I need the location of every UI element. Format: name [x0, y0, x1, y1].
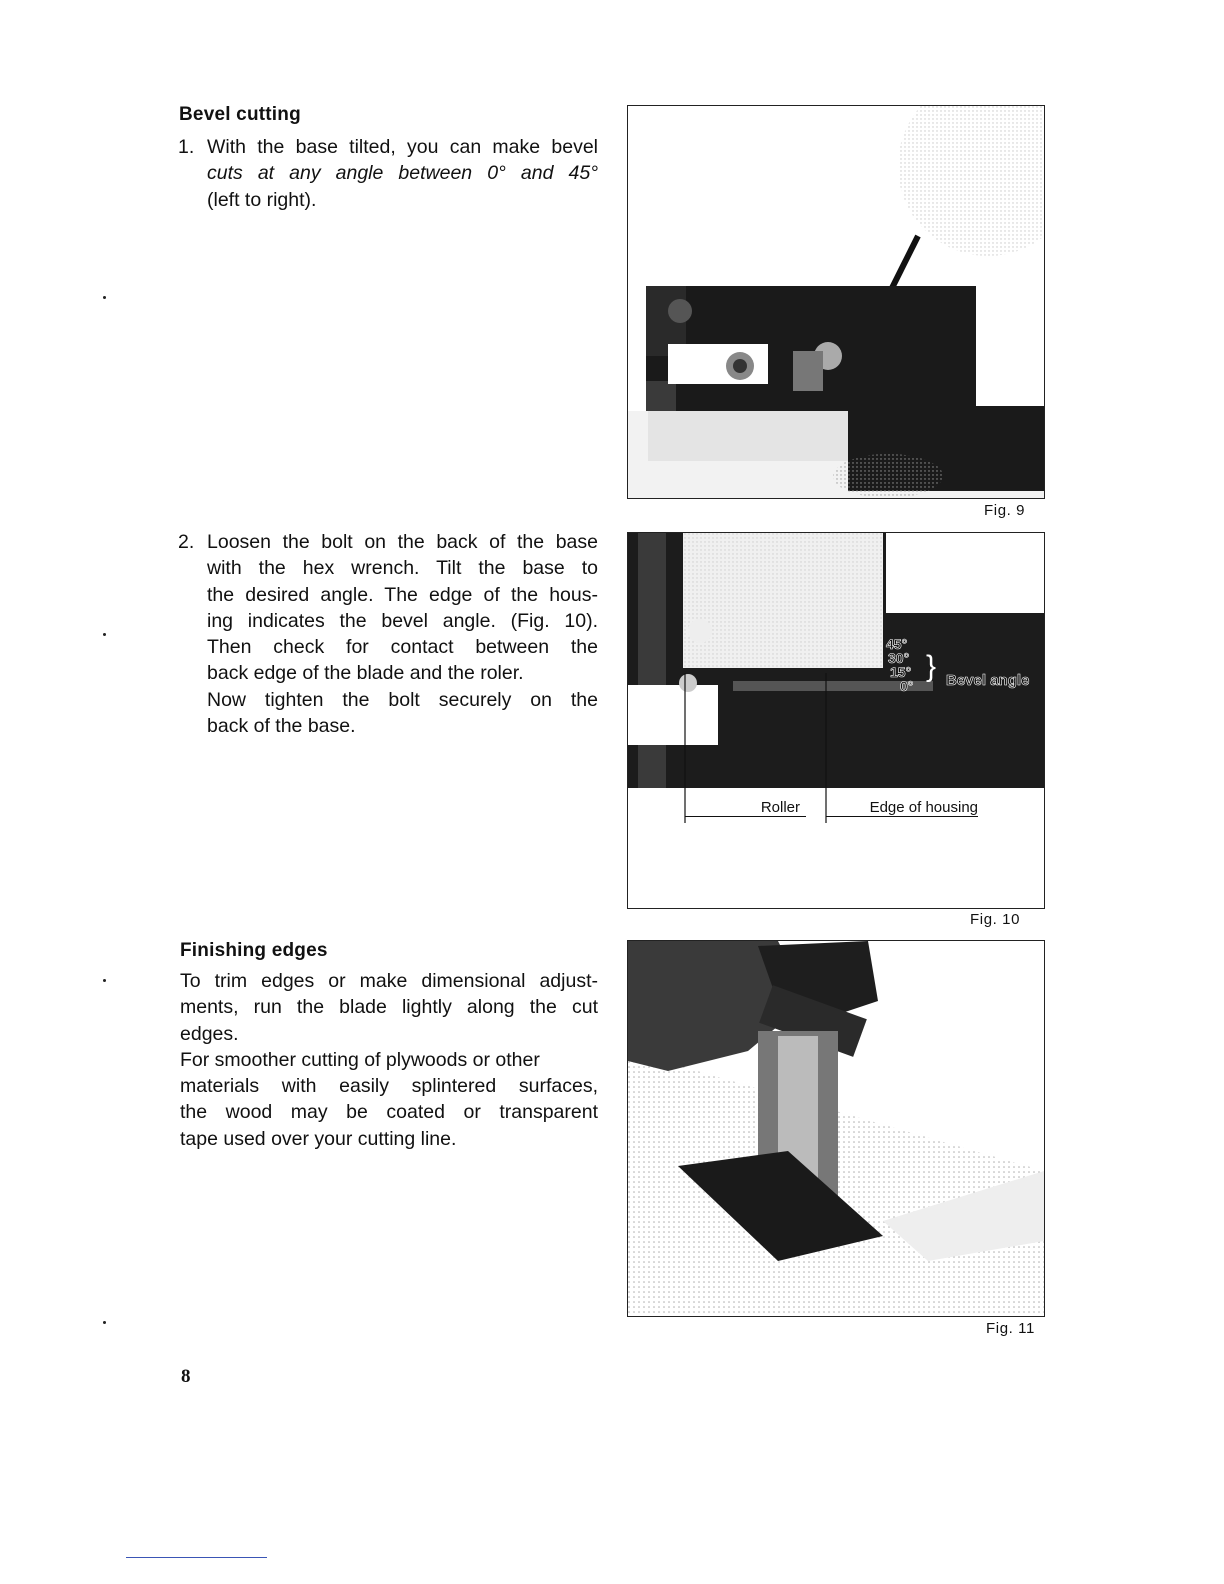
text-line: back of the base.: [207, 715, 356, 738]
step-number: 2.: [178, 531, 195, 553]
angle-15: 15°: [890, 664, 912, 680]
bevel-brace: }: [926, 650, 937, 683]
finishing-edges-text: [180, 968, 598, 1152]
figure-9-caption: Fig. 9: [984, 502, 1026, 519]
edge-of-housing-label: Edge of housing: [826, 799, 978, 817]
bevel-angle-illustration: [628, 533, 1044, 908]
finishing-edges-illustration: [628, 941, 1044, 1316]
bevel-angle-label: Bevel angle: [946, 672, 1030, 689]
margin-dot: [103, 633, 106, 636]
text-line: materials with easily splintered surfaces,: [180, 1075, 598, 1098]
text-line: the wood may be coated or transparent: [180, 1101, 598, 1124]
text-line: For smoother cutting of plywoods or other: [180, 1048, 540, 1071]
margin-dot: [103, 1321, 106, 1324]
angle-0: 0°: [900, 678, 914, 694]
text-line: ing indicates the bevel angle. (Fig. 10).: [207, 609, 598, 632]
text-line: edges.: [180, 1022, 239, 1045]
heading-finishing-edges: Finishing edges: [180, 940, 328, 961]
step-number: 1.: [178, 136, 195, 158]
bevel-step-2: [178, 529, 598, 739]
bevel-step-1: [178, 134, 598, 213]
text-line: Loosen the bolt on the back of the base: [207, 531, 598, 553]
bottom-link-underline: [126, 1557, 267, 1558]
figure-11-caption: Fig. 11: [986, 1320, 1035, 1337]
text-line: To trim edges or make dimensional adjust-: [180, 970, 598, 992]
heading-bevel-cutting: Bevel cutting: [179, 104, 301, 125]
text-line: back edge of the blade and the roler.: [207, 662, 524, 685]
text-line: tape used over your cutting line.: [180, 1127, 457, 1150]
figure-9-photo: [627, 105, 1045, 499]
figure-11-photo: [627, 940, 1045, 1317]
page-number: 8: [181, 1366, 191, 1387]
text-line: With the base tilted, you can make bevel: [207, 136, 598, 158]
margin-dot: [103, 979, 106, 982]
angle-45: 45°: [886, 636, 908, 652]
bevel-angle-scale: [886, 637, 913, 693]
text-line: the desired angle. The edge of the hous-: [207, 583, 598, 606]
text-line: Then check for contact between the: [207, 636, 598, 659]
roller-label: Roller: [685, 799, 806, 817]
figure-10-caption: Fig. 10: [970, 911, 1021, 928]
text-line: with the hex wrench. Tilt the base to: [207, 557, 598, 580]
text-line: ments, run the blade lightly along the cut: [180, 996, 598, 1019]
text-line: cuts at any angle between 0° and 45°: [207, 162, 598, 185]
jigsaw-base-wrench-illustration: [628, 106, 1044, 498]
text-line: (left to right).: [207, 188, 317, 211]
figure-10-photo: [627, 532, 1045, 909]
margin-dot: [103, 296, 106, 299]
angle-30: 30°: [888, 650, 910, 666]
text-line: Now tighten the bolt securely on the: [207, 688, 598, 711]
